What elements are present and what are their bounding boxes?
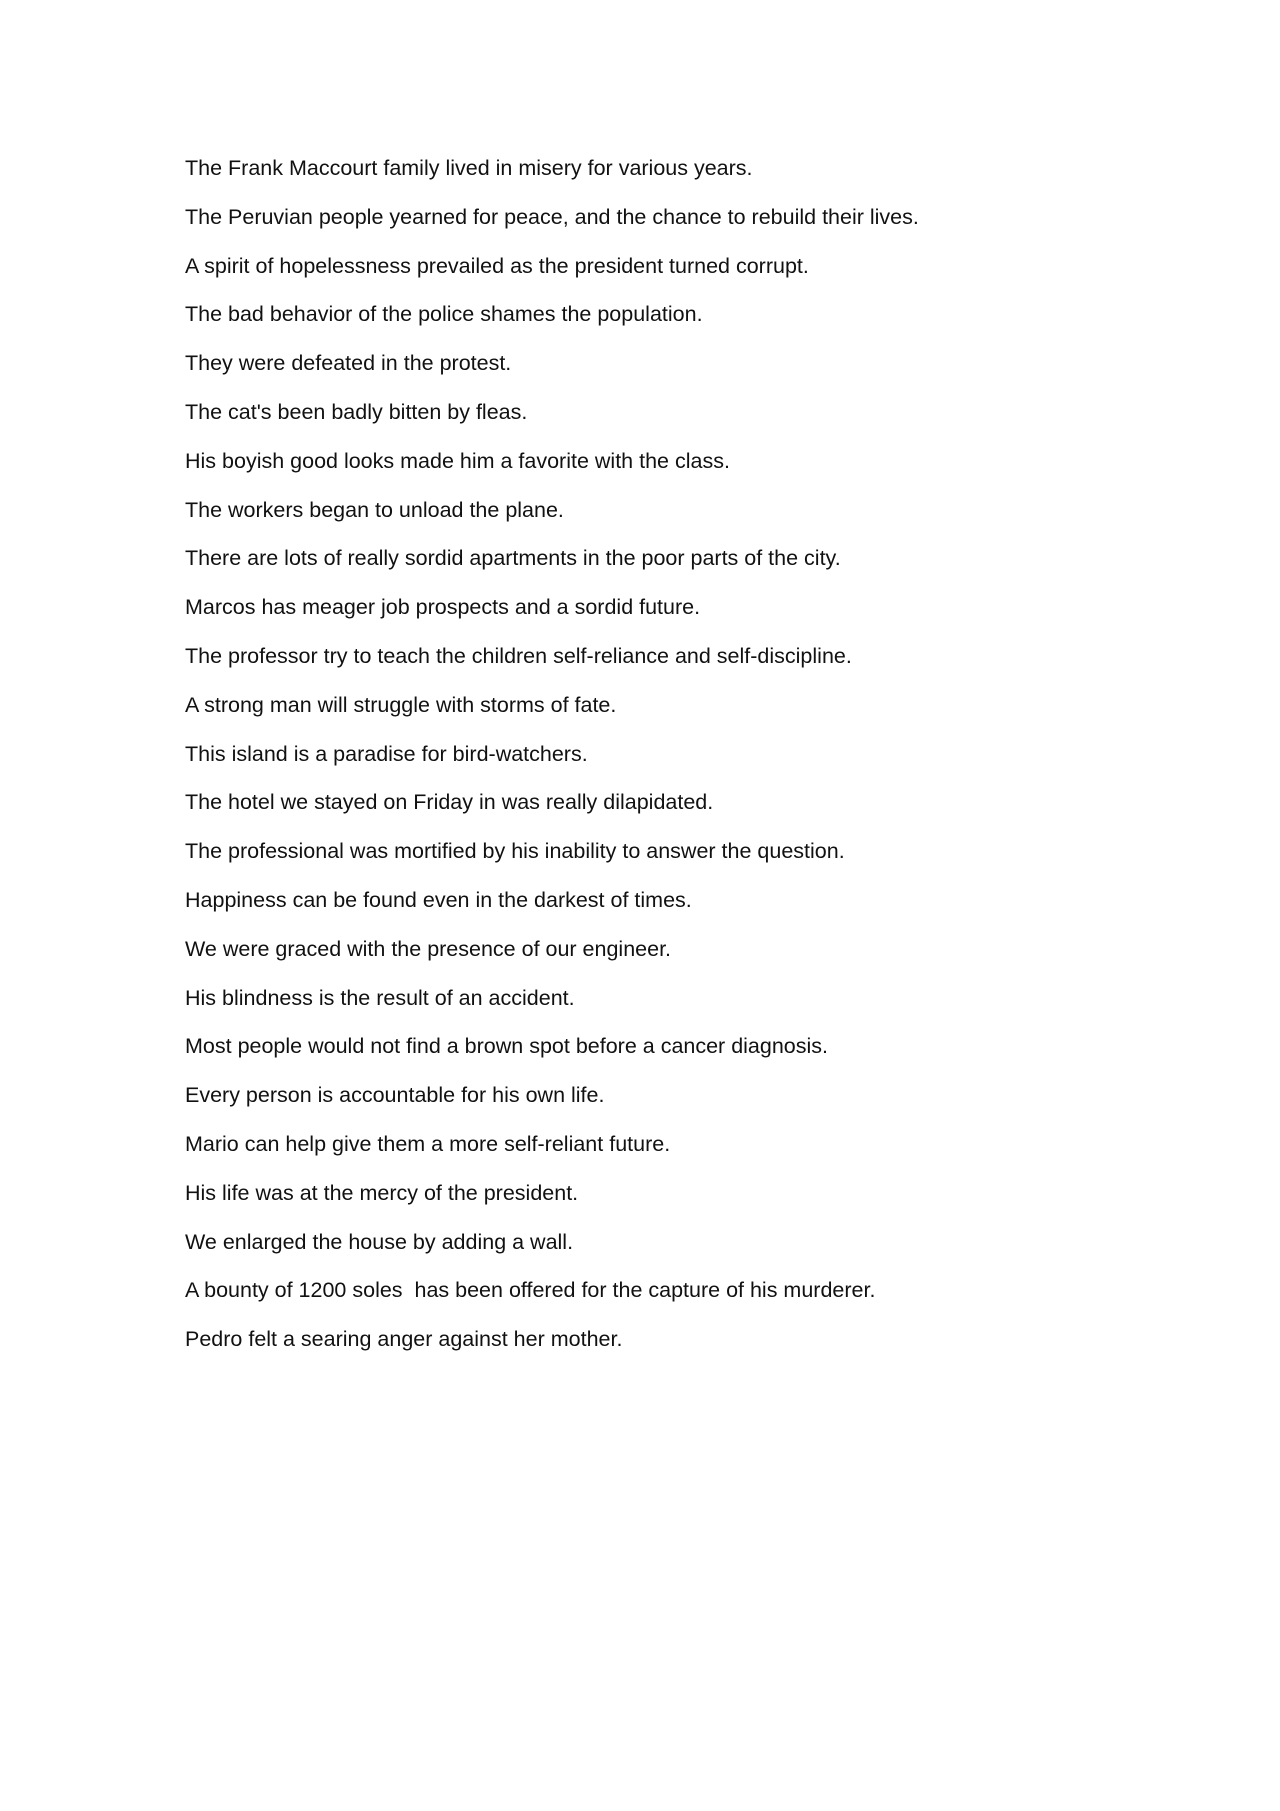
document-body xyxy=(185,153,1165,1373)
sentence-9: There are lots of really sordid apartments in the poor parts of the city. xyxy=(185,546,841,571)
sentence-24: A bounty of 1200 soles has been offered for the capture of his murderer. xyxy=(185,1278,876,1303)
sentence-6: The cat's been badly bitten by fleas. xyxy=(185,399,528,424)
sentence-8: The workers began to unload the plane. xyxy=(185,497,564,522)
sentence-13: This island is a paradise for bird-watchers. xyxy=(185,741,588,766)
sentence-7: His boyish good looks made him a favorite with the class. xyxy=(185,448,730,473)
sentence-4: The bad behavior of the police shames the population. xyxy=(185,302,703,327)
sentence-23: We enlarged the house by adding a wall. xyxy=(185,1229,574,1254)
sentence-17: We were graced with the presence of our engineer. xyxy=(185,936,672,961)
sentence-19: Most people would not find a brown spot before a cancer diagnosis. xyxy=(185,1034,829,1059)
sentence-15: The professional was mortified by his inability to answer the question. xyxy=(185,839,845,864)
sentence-12: A strong man will struggle with storms of fate. xyxy=(185,692,617,717)
sentence-21: Mario can help give them a more self-reliant future. xyxy=(185,1131,671,1156)
sentence-10: Marcos has meager job prospects and a sordid future. xyxy=(185,595,701,620)
sentence-20: Every person is accountable for his own life. xyxy=(185,1083,605,1108)
sentence-3: A spirit of hopelessness prevailed as the president turned corrupt. xyxy=(185,253,809,278)
sentence-18: His blindness is the result of an accident. xyxy=(185,985,575,1010)
sentence-22: His life was at the mercy of the president. xyxy=(185,1180,579,1205)
sentence-1: The Frank Maccourt family lived in misery for various years. xyxy=(185,156,753,180)
sentence-2: The Peruvian people yearned for peace, and the chance to rebuild their lives. xyxy=(185,204,919,229)
sentence-5: They were defeated in the protest. xyxy=(185,351,512,376)
sentence-16: Happiness can be found even in the darkest of times. xyxy=(185,887,692,912)
sentence-11: The professor try to teach the children self-reliance and self-discipline. xyxy=(185,643,852,668)
sentence-14: The hotel we stayed on Friday in was really dilapidated. xyxy=(185,790,714,815)
sentence-25: Pedro felt a searing anger against her mother. xyxy=(185,1327,623,1352)
